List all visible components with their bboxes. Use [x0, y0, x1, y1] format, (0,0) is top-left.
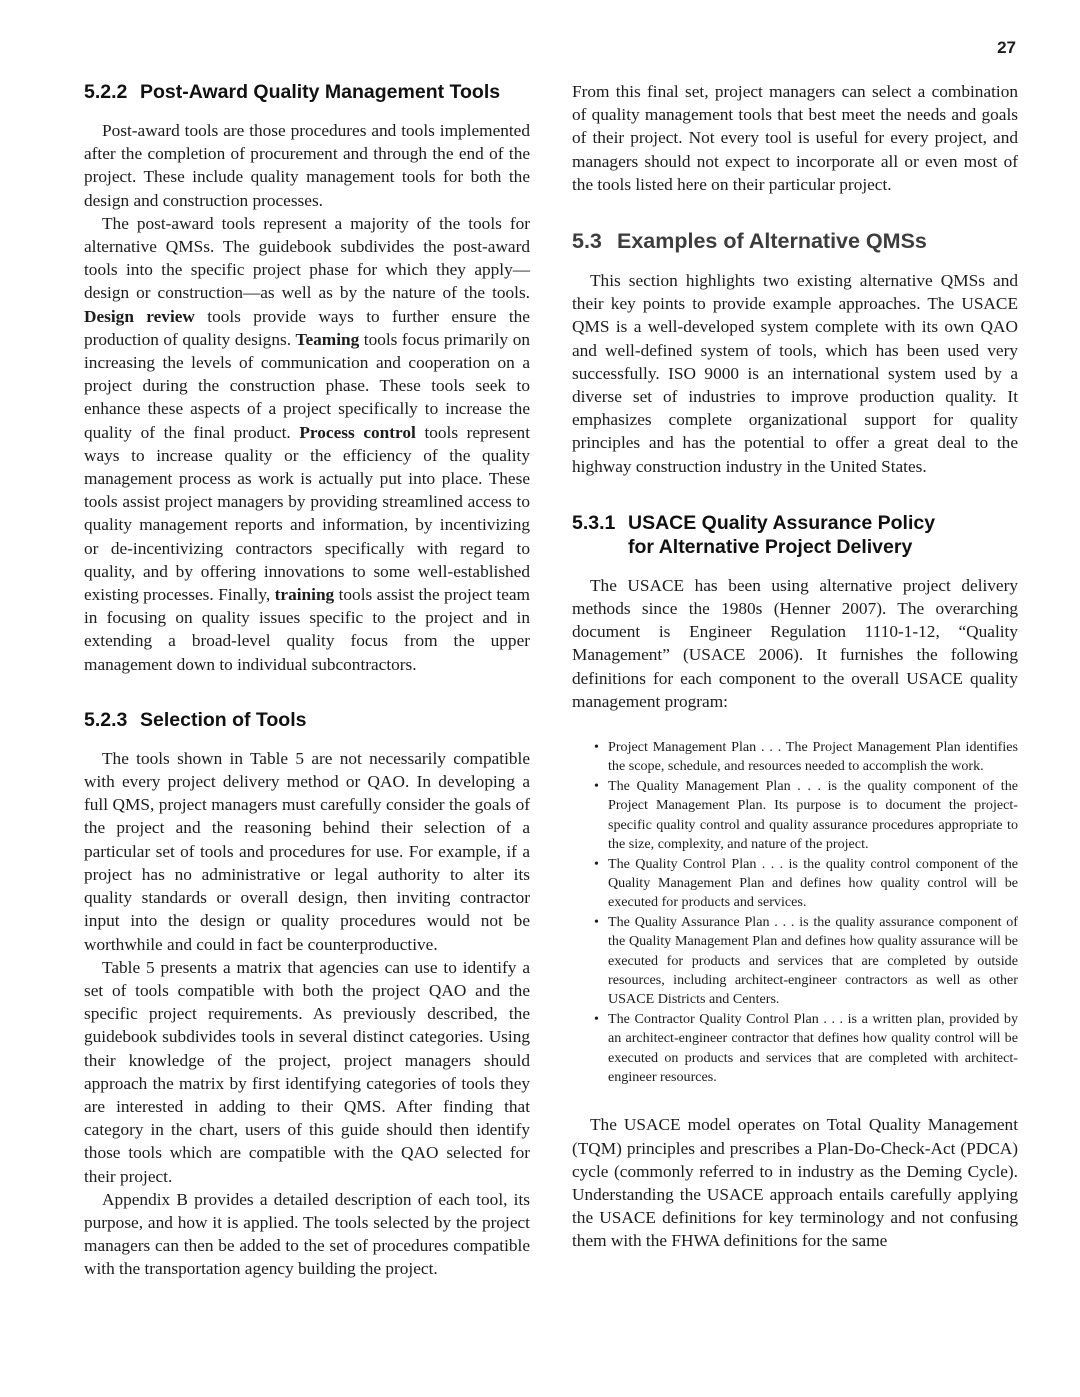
- usace-definitions-list: [572, 738, 1018, 1087]
- bullet-icon: •: [594, 913, 599, 930]
- list-item: • The Contractor Quality Control Plan . . . is a written plan, provided by an architect-engineer contractor that defines how quality control will be executed on products and services that are completed with architect-engineer resources.: [594, 1010, 1018, 1085]
- section-number: 5.3: [572, 229, 602, 254]
- section-title-line-2: for Alternative Project Delivery: [628, 535, 913, 558]
- section-heading-5-2-3: [84, 708, 530, 732]
- list-item: • Project Management Plan . . . The Project Management Plan identifies the scope, schedule, and resources needed to accomplish the work.: [594, 739, 1018, 775]
- list-item: • The Quality Assurance Plan . . . is the quality assurance component of the Quality Management Plan and defines how quality assurance will be executed for products and services that are completed by outside resources, including architect-engineer contractors as well as other USACE Districts and Centers.: [594, 913, 1018, 1008]
- paragraph-selection-intro: The tools shown in Table 5 are not necessarily compatible with every project delivery method or QAO. In developing a full QMS, project managers must carefully consider the goals of the project and the reasoning behind their selection of a particular set of tools and procedures for use. For example, if a project has no administrative or legal authority to alter its quality standards or overall design, then inviting contractor input into the design or quality procedures would not be worthwhile and could in fact be counterproductive.: [84, 748, 530, 954]
- term-process-control: Process control: [299, 422, 416, 442]
- paragraph-table-5-matrix: Table 5 presents a matrix that agencies can use to identify a set of tools compatible with both the project QAO and the specific project requirements. As previously described, the guidebook subdivides tools in several distinct categories. Using their knowledge of the project, project managers should approach the matrix by first identifying categories of tools they are interested in adding to their QMS. After finding that category in the chart, users of this guide should then identify those tools which are compatible with the QAO selected for their project.: [84, 957, 530, 1186]
- section-heading-5-3-1: [572, 511, 1018, 559]
- list-item: • The Quality Management Plan . . . is the quality component of the Project Management Plan. Its purpose is to document the project-specific quality control and quality assurance procedures appropriate to the size, complexity, and nature of the project.: [594, 777, 1018, 853]
- section-number: 5.2.2: [84, 81, 128, 103]
- paragraph-post-award-tools: The post-award tools represent a majority of the tools for alternative QMSs. The guidebook subdivides the post-award tools into the specific project phase for which they apply—design or construction—as well as by the nature of the tools. Design review tools provide ways to further ensure the production of quality designs. Teaming tools focus primarily on increasing the levels of communication and cooperation on a project during the construction phase. These tools seek to enhance these aspects of a project specifically to increase the quality of the final product. Process control tools represent ways to increase quality or the efficiency of the quality management process as work is actually put into place. These tools assist project managers by providing streamlined access to quality management reports and information, by incentivizing or de-incentivizing contractors specifically with regard to quality, and by offering innovations to some well-established existing processes. Finally, training tools assist the project team in focusing on quality issues specific to the project and in extending a broad-level quality focus from the upper management down to individual subcontractors.: [84, 213, 530, 674]
- paragraph-usace-tqm: The USACE model operates on Total Quality Management (TQM) principles and prescribes a Plan-Do-Check-Act (PDCA) cycle (commonly referred to in industry as the Deming Cycle). Understanding the USACE approach entails carefully applying the USACE definitions for key terminology and not confusing them with the FHWA definitions for the same: [572, 1115, 1018, 1251]
- page-number: 27: [997, 38, 1016, 57]
- section-title-line-1: USACE Quality Assurance Policy: [628, 511, 936, 534]
- section-heading-5-3: [572, 228, 1018, 254]
- bullet-icon: •: [594, 777, 599, 794]
- paragraph-examples-qms: This section highlights two existing alternative QMSs and their key points to provide example approaches. The USACE QMS is a well-developed system complete with its own QAO and well-defined system of tools, which has been used very successfully. ISO 9000 is an international system used by a diverse set of industries to improve production quality. It emphasizes complete organizational support for quality principles and has the potential to offer a great deal to the highway construction industry in the United States.: [572, 271, 1018, 476]
- section-title: Selection of Tools: [140, 708, 307, 731]
- section-title: Post-Award Quality Management Tools: [140, 81, 501, 103]
- right-column: [572, 80, 1018, 1253]
- paragraph-final-set: From this final set, project managers can select a combination of quality management tools that best meet the needs and goals of their project. Not every tool is useful for every project, and managers should not expect to incorporate all or even most of the tools listed here on their particular project.: [572, 82, 1018, 194]
- bullet-icon: •: [594, 739, 599, 756]
- paragraph-post-award-intro: Post-award tools are those procedures and tools implemented after the completion of procurement and through the end of the project. These include quality management tools for both the design and construction processes.: [84, 121, 530, 210]
- section-heading-5-2-2: [84, 80, 530, 104]
- section-title: Examples of Alternative QMSs: [617, 229, 927, 254]
- term-training: training: [274, 585, 335, 605]
- left-column: [84, 80, 530, 1281]
- term-design-review: Design review: [84, 306, 195, 326]
- bullet-icon: •: [594, 1010, 599, 1027]
- list-item: • The Quality Control Plan . . . is the quality control component of the Quality Management Plan and defines how quality control will be executed for products and services.: [594, 855, 1018, 911]
- paragraph-appendix-b: Appendix B provides a detailed description of each tool, its purpose, and how it is applied. The tools selected by the project managers can then be added to the set of procedures compatible with the transportation agency building the project.: [84, 1189, 530, 1279]
- bullet-icon: •: [594, 855, 599, 872]
- paragraph-usace-delivery: The USACE has been using alternative project delivery methods since the 1980s (Henner 2007). The overarching document is Engineer Regulation 1110-1-12, “Quality Management” (USACE 2006). It furnishes the following definitions for each component to the overall USACE quality management program:: [572, 575, 1018, 711]
- section-number: 5.3.1: [572, 511, 616, 534]
- section-number: 5.2.3: [84, 708, 128, 731]
- term-teaming: Teaming: [295, 329, 360, 349]
